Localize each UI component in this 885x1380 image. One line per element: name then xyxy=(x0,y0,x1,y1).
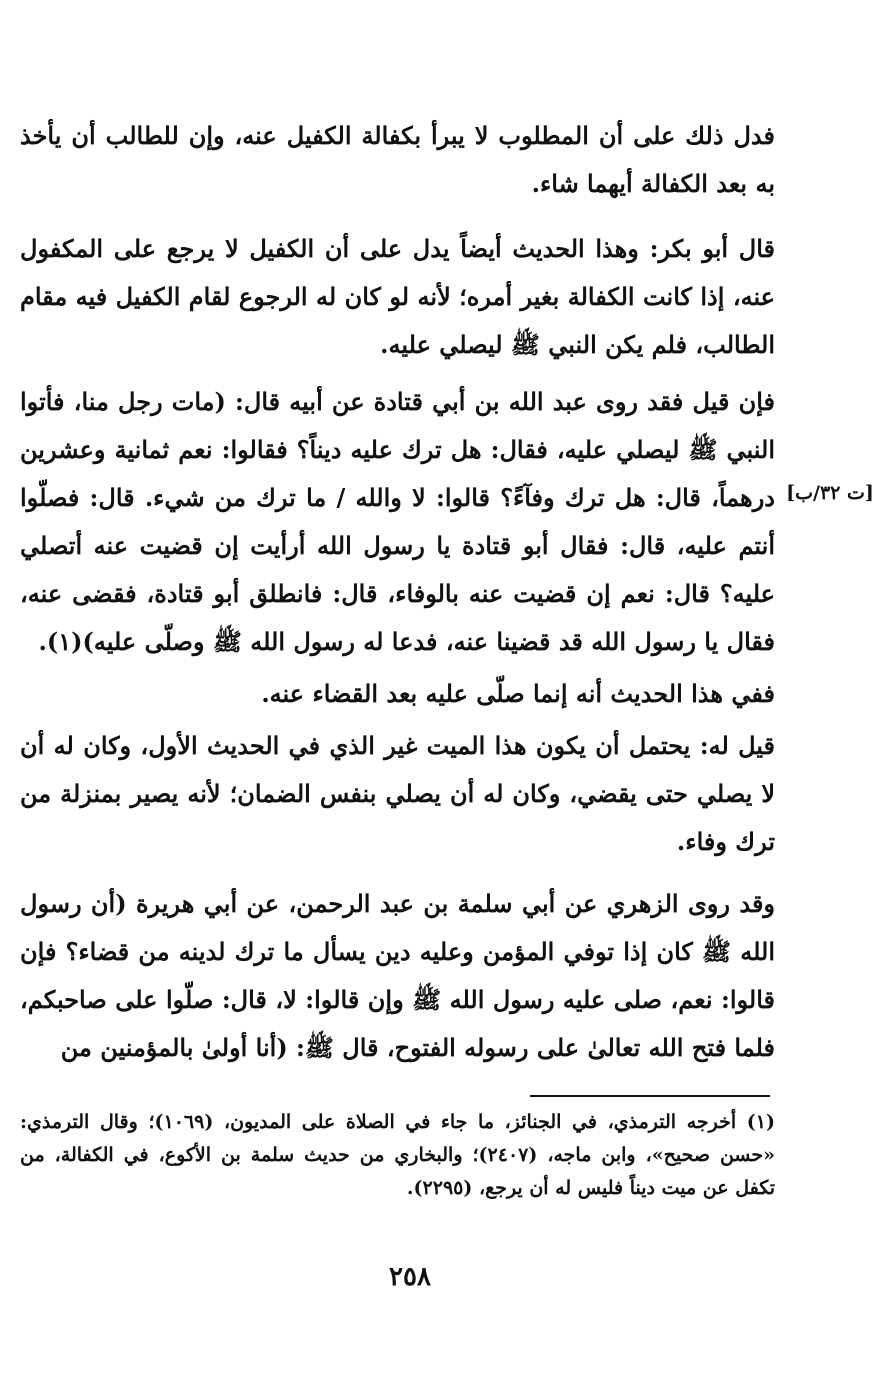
page-number: ٢٥٨ xyxy=(389,1262,431,1292)
paragraph-6: وقد روى الزهري عن أبي سلمة بن عبد الرحمن، عن أبي هريرة (أن رسول الله ﷺ كان إذا توفي المؤمن وعليه دين يسأل ما ترك لدينه من قضاء؟ فإن قالوا: نعم، صلى عليه رسول الله ﷺ وإن قالوا: لا، قال: صلّوا على صاحبكم، فلما فتح الله تعالىٰ على رسوله الفتوح، قال ﷺ: (أنا أولىٰ بالمؤمنين من xyxy=(20,889,776,1062)
paragraph-4: ففي هذا الحديث أنه إنما صلّى عليه بعد القضاء عنه. xyxy=(261,679,775,708)
footnote-separator xyxy=(530,1095,770,1097)
margin-manuscript-reference: [ت ٣٢/ب] xyxy=(786,482,874,504)
footnote: (١) أخرجه الترمذي، في الجنائز، ما جاء في الصلاة على المديون، (١٠٦٩)؛ وقال الترمذي: «حسن صحيح»، وابن ماجه، (٢٤٠٧)؛ والبخاري من حديث سلمة بن الأكوع، في الكفالة، من تكفل عن ميت ديناً فليس له أن يرجع، (٢٢٩٥). xyxy=(20,1111,776,1199)
paragraph-2: قال أبو بكر: وهذا الحديث أيضاً يدل على أن الكفيل لا يرجع على المكفول عنه، إذا كانت الكفالة بغير أمره؛ لأنه لو كان له الرجوع لقام الكفيل فيه مقام الطالب، فلم يكن النبي ﷺ ليصلي عليه. xyxy=(20,234,775,359)
paragraph-1: فدل ذلك على أن المطلوب لا يبرأ بكفالة الكفيل عنه، وإن للطالب أن يأخذ به بعد الكفالة أيهما شاء. xyxy=(20,121,775,198)
paragraph-3: فإن قيل فقد روى عبد الله بن أبي قتادة عن أبيه قال: (مات رجل منا، فأتوا النبي ﷺ ليصلي عليه، فقال: هل ترك عليه ديناً؟ فقالوا: نعم ثمانية وعشرين درهماً، قال: هل ترك وفآءً؟ قالوا: لا والله / ما ترك من شيء. قال: فصلّوا أنتم عليه، قال: فقال أبو قتادة يا رسول الله أرأيت إن قضيت عنه أتصلي عليه؟ قال: نعم إن قضيت عنه بالوفاء، قال: فانطلق أبو قتادة، فقضى عنه، فقال يا رسول الله قد قضينا عنه، فدعا له رسول الله ﷺ وصلّى عليه)(١). xyxy=(20,387,776,656)
paragraph-5: قيل له: يحتمل أن يكون هذا الميت غير الذي في الحديث الأول، وكان له أن لا يصلي حتى يقضي، وكان له أن يصلي بنفس الضمان؛ لأنه يصير بمنزلة من ترك وفاء. xyxy=(20,731,776,856)
